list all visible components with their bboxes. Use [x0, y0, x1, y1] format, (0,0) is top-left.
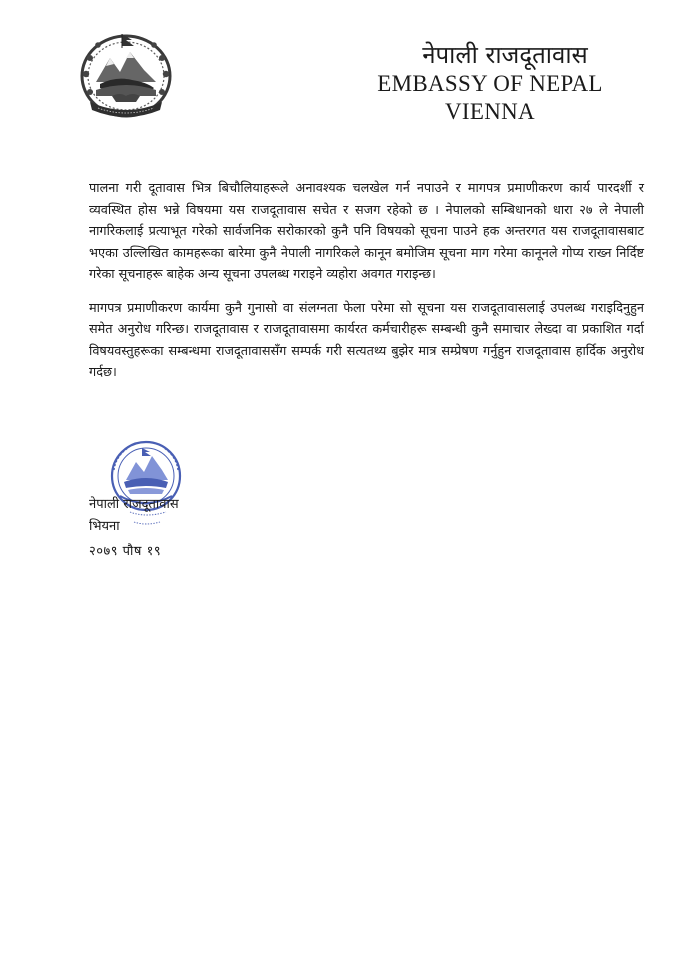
nepal-coat-of-arms-icon [76, 30, 176, 122]
embassy-name-nepali: नेपाली राजदूतावास [422, 41, 588, 69]
signature-city: भियना [89, 519, 120, 534]
body-paragraph: पालना गरी दूतावास भित्र बिचौलियाहरूले अनावश्यक चलखेल गर्न नपाउने र मागपत्र प्रमाणीकरण कार्य पारदर्शी र व्यवस्थित होस भन्ने विषयमा यस राजदूतावास सचेत र सजग रहेको छ । नेपालको सम्बिधानको धारा २७ ले नेपाली नागरिकलाई प्रत्याभूत गरेको सार्वजनिक सरोकारको कुनै पनि विषयको सूचना पाउने हक अन्तरगत यस राजदूतावासबाट भएका उल्लिखित कामहरूका बारेमा कुनै नेपाली नागरिकले कानून बमोजिम सूचना माग गरेमा कानूनले गोप्य राख्न निर्दिष्ट गरेका सूचनाहरू बाहेक अन्य सूचना उपलब्ध गराइने व्यहोरा अवगत गराइन्छ। [89, 181, 644, 282]
letter-body [89, 178, 644, 396]
embassy-city-english: VIENNA [445, 99, 535, 124]
body-paragraph: मागपत्र प्रमाणीकरण कार्यमा कुनै गुनासो वा संलग्नता फेला परेमा सो सूचना यस राजदूतावासलाई उपलब्ध गराइदिनुहुन समेत अनुरोध गरिन्छ। राजदूतावास र राजदूतावासमा कार्यरत कर्मचारीहरू सम्बन्धी कुनै समाचार लेख्दा वा प्रकाशित गर्दा विषयवस्तुहरूका सम्बन्धमा राजदूतावाससँग सम्पर्क गरी सत्यतथ्य बुझेर मात्र सम्प्रेषण गर्नुहुन राजदूतावास हार्दिक अनुरोध गर्दछ। [89, 300, 644, 380]
letter-date: २०७९ पौष १९ [89, 544, 162, 559]
embassy-name-english: EMBASSY OF NEPAL [377, 71, 603, 96]
signature-block [89, 494, 179, 563]
signature-org: नेपाली राजदूतावास [89, 497, 179, 512]
letterhead [330, 40, 650, 126]
